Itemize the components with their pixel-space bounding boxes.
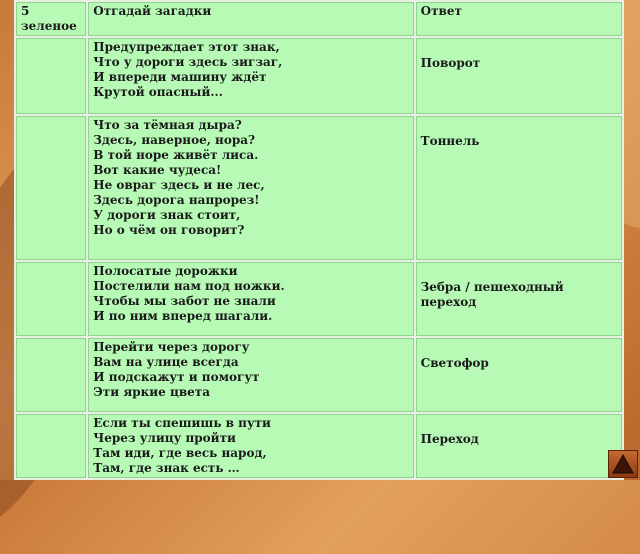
- answer-text: Тоннель: [415, 115, 623, 261]
- riddle-text: Полосатые дорожки Постелили нам под ножки. Чтобы мы забот не знали И по ним вперед шагали.: [87, 261, 414, 337]
- answer-text: Поворот: [415, 37, 623, 115]
- triangle-icon: [609, 451, 637, 477]
- riddle-table: [14, 0, 624, 480]
- answer-text: Зебра / пешеходный переход: [415, 261, 623, 337]
- table-row: [15, 37, 623, 115]
- answer-text: Светофор: [415, 337, 623, 413]
- empty-cell: [15, 413, 87, 479]
- table-header-row: [15, 1, 623, 37]
- table-row: [15, 337, 623, 413]
- header-answer: Ответ: [415, 1, 623, 37]
- empty-cell: [15, 37, 87, 115]
- next-slide-button[interactable]: [608, 450, 638, 478]
- empty-cell: [15, 337, 87, 413]
- riddle-text: Перейти через дорогу Вам на улице всегда И подскажут и помогут Эти яркие цвета: [87, 337, 414, 413]
- table-row: [15, 115, 623, 261]
- empty-cell: [15, 261, 87, 337]
- riddle-text: Если ты спешишь в пути Через улицу пройти Там иди, где весь народ, Там, где знак есть …: [87, 413, 414, 479]
- table-row: [15, 261, 623, 337]
- empty-cell: [15, 115, 87, 261]
- header-class: 5 зеленое: [15, 1, 87, 37]
- riddle-text: Что за тёмная дыра? Здесь, наверное, нора? В той норе живёт лиса. Вот какие чудеса! Не овраг здесь и не лес, Здесь дорога напрорез! У дороги знак стоит, Но о чём он говорит?: [87, 115, 414, 261]
- answer-text: Переход: [415, 413, 623, 479]
- header-riddle: Отгадай загадки: [87, 1, 414, 37]
- table-row: [15, 413, 623, 479]
- riddle-text: Предупреждает этот знак, Что у дороги здесь зигзаг, И впереди машину ждёт Крутой опасный...: [87, 37, 414, 115]
